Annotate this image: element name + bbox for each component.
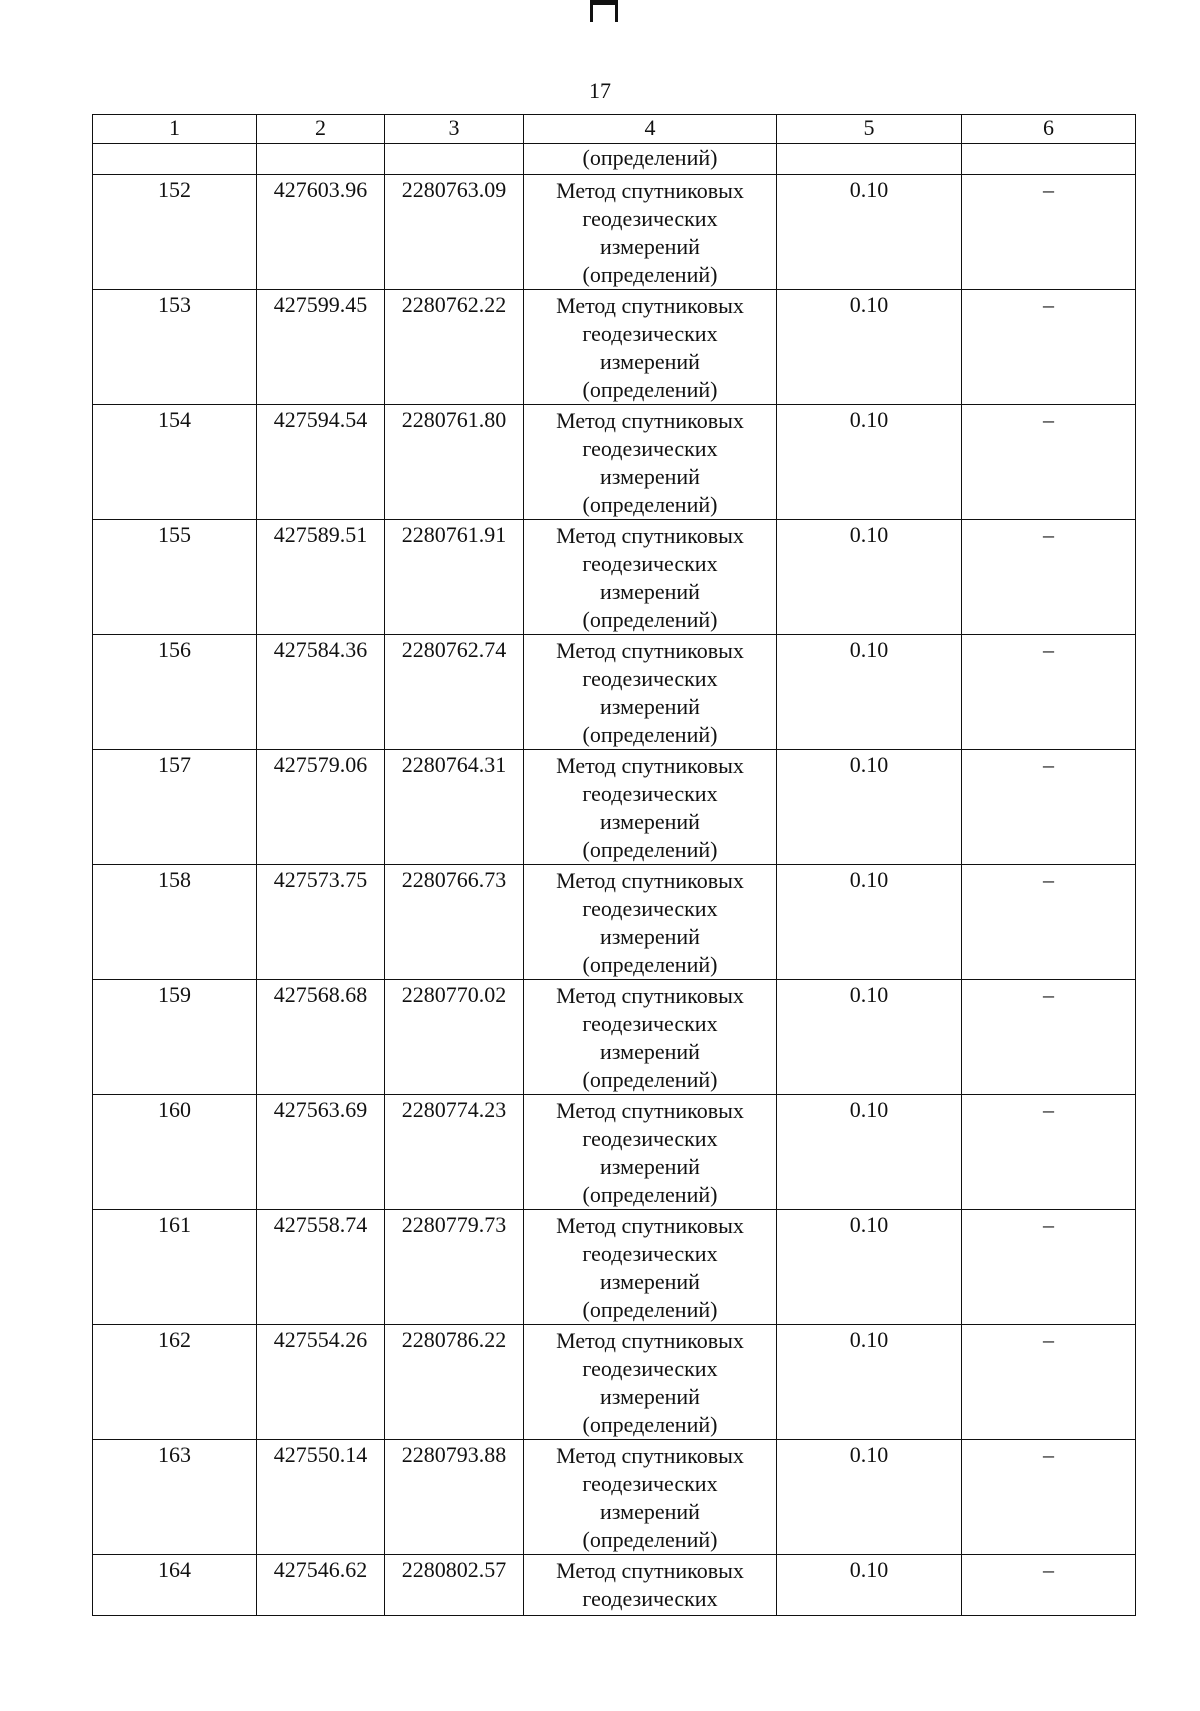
method-cell (524, 635, 777, 750)
accuracy-cell: 0.10 (777, 750, 962, 865)
method-line: Метод спутниковых (556, 1558, 744, 1583)
y-coordinate-cell: 2280761.91 (385, 520, 524, 635)
note-cell: – (962, 520, 1136, 635)
table-cell (385, 144, 524, 175)
accuracy-cell: 0.10 (777, 290, 962, 405)
accuracy-cell: 0.10 (777, 520, 962, 635)
point-number-cell: 152 (93, 175, 257, 290)
table-cell (93, 144, 257, 175)
note-cell: – (962, 980, 1136, 1095)
method-line: геодезических (582, 206, 718, 231)
method-line: измерений (600, 924, 700, 949)
method-line: (определений) (582, 1297, 718, 1322)
accuracy-cell: 0.10 (777, 405, 962, 520)
method-line: Метод спутниковых (556, 753, 744, 778)
method-cell (524, 175, 777, 290)
method-line: Метод спутниковых (556, 178, 744, 203)
accuracy-cell: 0.10 (777, 1555, 962, 1616)
continuation-row (93, 144, 1136, 175)
note-cell: – (962, 1555, 1136, 1616)
method-line: измерений (600, 1269, 700, 1294)
y-coordinate-cell: 2280762.74 (385, 635, 524, 750)
method-line: (определений) (582, 837, 718, 862)
table-row (93, 175, 1136, 290)
note-cell: – (962, 175, 1136, 290)
table-row (93, 750, 1136, 865)
y-coordinate-cell: 2280779.73 (385, 1210, 524, 1325)
method-line: геодезических (582, 1241, 718, 1266)
accuracy-cell: 0.10 (777, 865, 962, 980)
note-cell: – (962, 750, 1136, 865)
method-line: измерений (600, 464, 700, 489)
method-line: (определений) (582, 1412, 718, 1437)
method-line: измерений (600, 1154, 700, 1179)
method-line: измерений (600, 579, 700, 604)
method-line: Метод спутниковых (556, 638, 744, 663)
y-coordinate-cell: 2280774.23 (385, 1095, 524, 1210)
method-line: (определений) (582, 492, 718, 517)
method-line: геодезических (582, 1126, 718, 1151)
method-line: Метод спутниковых (556, 1098, 744, 1123)
table-header-row (93, 115, 1136, 144)
point-number-cell: 155 (93, 520, 257, 635)
method-line: геодезических (582, 781, 718, 806)
table-row (93, 1210, 1136, 1325)
note-cell: – (962, 1210, 1136, 1325)
method-line: Метод спутниковых (556, 523, 744, 548)
method-line: Метод спутниковых (556, 1328, 744, 1353)
table-row (93, 1440, 1136, 1555)
table-row (93, 1555, 1136, 1616)
table-row (93, 1095, 1136, 1210)
header-cell: 1 (93, 115, 257, 144)
point-number-cell: 156 (93, 635, 257, 750)
method-line: (определений) (582, 377, 718, 402)
method-cell (524, 1555, 777, 1616)
method-line: (определений) (582, 952, 718, 977)
method-cell (524, 750, 777, 865)
table-row (93, 290, 1136, 405)
y-coordinate-cell: 2280763.09 (385, 175, 524, 290)
x-coordinate-cell: 427546.62 (257, 1555, 385, 1616)
accuracy-cell: 0.10 (777, 1210, 962, 1325)
point-number-cell: 159 (93, 980, 257, 1095)
method-cell (524, 1210, 777, 1325)
point-number-cell: 158 (93, 865, 257, 980)
point-number-cell: 160 (93, 1095, 257, 1210)
accuracy-cell: 0.10 (777, 1440, 962, 1555)
y-coordinate-cell: 2280762.22 (385, 290, 524, 405)
method-cell (524, 1095, 777, 1210)
note-cell: – (962, 405, 1136, 520)
method-cell (524, 405, 777, 520)
x-coordinate-cell: 427573.75 (257, 865, 385, 980)
method-line: Метод спутниковых (556, 293, 744, 318)
note-cell: – (962, 290, 1136, 405)
header-cell: 3 (385, 115, 524, 144)
method-line: измерений (600, 349, 700, 374)
table-row (93, 1325, 1136, 1440)
method-line: (определений) (582, 722, 718, 747)
y-coordinate-cell: 2280764.31 (385, 750, 524, 865)
method-line: (определений) (582, 1527, 718, 1552)
table-row (93, 520, 1136, 635)
method-line: (определений) (582, 607, 718, 632)
note-cell: – (962, 1095, 1136, 1210)
coordinates-table (92, 114, 1136, 1616)
point-number-cell: 153 (93, 290, 257, 405)
x-coordinate-cell: 427579.06 (257, 750, 385, 865)
method-cell (524, 865, 777, 980)
method-line: Метод спутниковых (556, 983, 744, 1008)
point-number-cell: 157 (93, 750, 257, 865)
table-row (93, 980, 1136, 1095)
accuracy-cell: 0.10 (777, 980, 962, 1095)
method-line: геодезических (582, 666, 718, 691)
method-line: геодезических (582, 1586, 718, 1611)
x-coordinate-cell: 427568.68 (257, 980, 385, 1095)
method-line: измерений (600, 1499, 700, 1524)
point-number-cell: 164 (93, 1555, 257, 1616)
y-coordinate-cell: 2280761.80 (385, 405, 524, 520)
header-cell: 5 (777, 115, 962, 144)
page-number: 17 (589, 78, 611, 103)
table-row (93, 865, 1136, 980)
method-line: измерений (600, 234, 700, 259)
x-coordinate-cell: 427558.74 (257, 1210, 385, 1325)
y-coordinate-cell: 2280802.57 (385, 1555, 524, 1616)
method-cell (524, 290, 777, 405)
y-coordinate-cell: 2280766.73 (385, 865, 524, 980)
method-cell (524, 980, 777, 1095)
note-cell: – (962, 865, 1136, 980)
x-coordinate-cell: 427589.51 (257, 520, 385, 635)
method-line: геодезических (582, 551, 718, 576)
method-cell: (определений) (524, 144, 777, 175)
method-line: измерений (600, 694, 700, 719)
x-coordinate-cell: 427554.26 (257, 1325, 385, 1440)
point-number-cell: 161 (93, 1210, 257, 1325)
point-number-cell: 162 (93, 1325, 257, 1440)
point-number-cell: 154 (93, 405, 257, 520)
table-row (93, 405, 1136, 520)
x-coordinate-cell: 427550.14 (257, 1440, 385, 1555)
table-cell (962, 144, 1136, 175)
accuracy-cell: 0.10 (777, 1095, 962, 1210)
note-cell: – (962, 635, 1136, 750)
x-coordinate-cell: 427594.54 (257, 405, 385, 520)
method-line: (определений) (582, 1067, 718, 1092)
method-line: геодезических (582, 1471, 718, 1496)
staple-mark (590, 0, 618, 22)
y-coordinate-cell: 2280793.88 (385, 1440, 524, 1555)
x-coordinate-cell: 427584.36 (257, 635, 385, 750)
method-line: геодезических (582, 896, 718, 921)
x-coordinate-cell: 427603.96 (257, 175, 385, 290)
accuracy-cell: 0.10 (777, 175, 962, 290)
method-line: Метод спутниковых (556, 868, 744, 893)
table-row (93, 635, 1136, 750)
method-line: (определений) (582, 1182, 718, 1207)
method-line: (определений) (582, 262, 718, 287)
point-number-cell: 163 (93, 1440, 257, 1555)
method-line: геодезических (582, 1356, 718, 1381)
method-line: Метод спутниковых (556, 1443, 744, 1468)
method-line: измерений (600, 1039, 700, 1064)
header-cell: 2 (257, 115, 385, 144)
method-line: Метод спутниковых (556, 1213, 744, 1238)
method-line: измерений (600, 809, 700, 834)
method-line: геодезических (582, 321, 718, 346)
x-coordinate-cell: 427599.45 (257, 290, 385, 405)
method-line: геодезических (582, 1011, 718, 1036)
method-cell (524, 520, 777, 635)
header-cell: 6 (962, 115, 1136, 144)
note-cell: – (962, 1325, 1136, 1440)
y-coordinate-cell: 2280770.02 (385, 980, 524, 1095)
method-line: измерений (600, 1384, 700, 1409)
method-cell (524, 1440, 777, 1555)
method-cell (524, 1325, 777, 1440)
method-line: Метод спутниковых (556, 408, 744, 433)
y-coordinate-cell: 2280786.22 (385, 1325, 524, 1440)
header-cell: 4 (524, 115, 777, 144)
method-line: геодезических (582, 436, 718, 461)
accuracy-cell: 0.10 (777, 1325, 962, 1440)
table-cell (777, 144, 962, 175)
table-cell (257, 144, 385, 175)
accuracy-cell: 0.10 (777, 635, 962, 750)
x-coordinate-cell: 427563.69 (257, 1095, 385, 1210)
note-cell: – (962, 1440, 1136, 1555)
